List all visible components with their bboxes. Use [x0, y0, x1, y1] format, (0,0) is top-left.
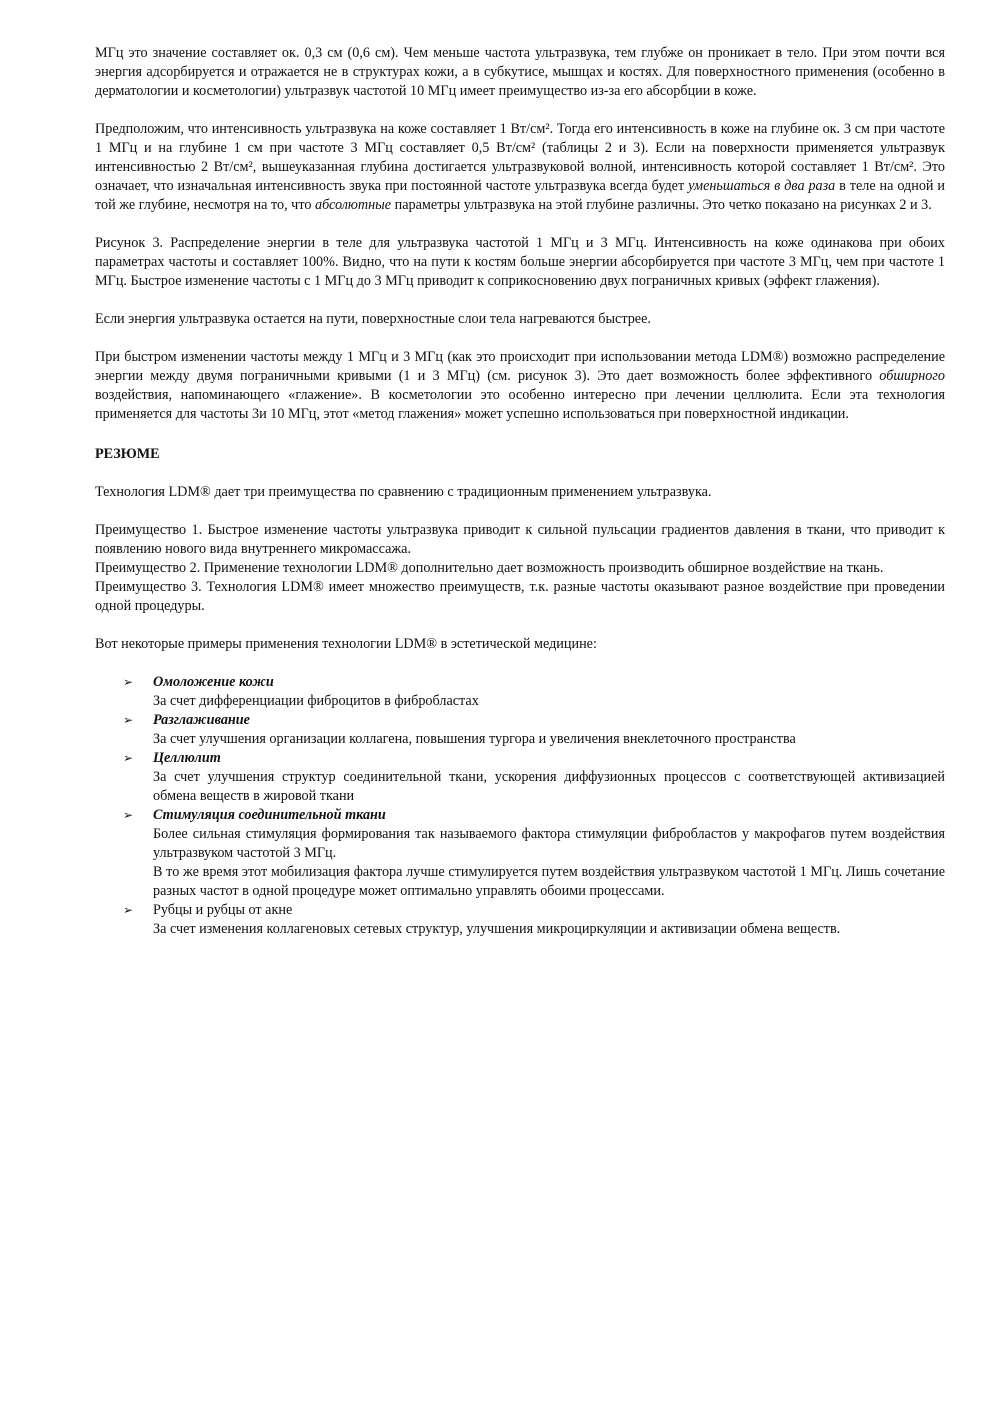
- emphasis-halving: уменьшаться в два раза: [688, 178, 836, 194]
- examples-intro: Вот некоторые примеры применения технологии LDM® в эстетической медицине:: [95, 636, 597, 652]
- list-item: [95, 673, 945, 711]
- arrow-bullet-icon: ➢: [123, 751, 134, 765]
- list-item-body: За счет улучшения организации коллагена, повышения тургора и увеличения внеклеточного пространства: [153, 731, 796, 747]
- list-item: [95, 806, 945, 901]
- advantage-3: Преимущество 3. Технология LDM® имеет множество преимуществ, т.к. разные частоты оказывают разное воздействие при проведении одной процедуры.: [95, 579, 945, 614]
- summary-intro: Технология LDM® дает три преимущества по сравнению с традиционным применением ультразвука.: [95, 484, 712, 500]
- paragraph-penetration: МГц это значение составляет ок. 0,3 см (0,6 см). Чем меньше частота ультразвука, тем глубже он проникает в тело. При этом почти вся энергия адсорбируется и отражается не в структурах кожи, а в субкутисе, мышцах и костях. Для поверхностного применения (особенно в дерматологии и косметологии) ультразвук частотой 10 МГц имеет преимущество из-за его абсорбции в коже.: [95, 45, 945, 99]
- list-item-body: За счет изменения коллагеновых сетевых структур, улучшения микроциркуляции и активизации обмена веществ.: [153, 921, 841, 937]
- list-item: [95, 901, 945, 939]
- list-item-title: Омоложение кожи: [153, 674, 274, 690]
- examples-list: [95, 673, 945, 939]
- emphasis-absolute: абсолютные: [314, 197, 392, 213]
- list-item-title: Рубцы и рубцы от акне: [153, 902, 293, 918]
- arrow-bullet-icon: ➢: [123, 808, 134, 822]
- advantage-2: Преимущество 2. Применение технологии LDM® дополнительно дает возможность производить обширное воздействие на ткань.: [95, 560, 884, 576]
- list-item: [95, 749, 945, 806]
- list-item-title: Разглаживание: [153, 712, 250, 728]
- list-item-title: Целлюлит: [153, 750, 221, 766]
- paragraph-ldm-method: При быстром изменении частоты между 1 МГц и 3 МГц (как это происходит при использовании метода LDM®) возможно распределение энергии между двумя пограничными кривыми (1 и 3 МГц) (см. рисунок 3). Это дает возможность более эффективного обширного воздействия, напоминающего «глажение». В косметологии это особенно интересно при лечении целлюлита. Если эта технология применяется для частоты 3и 10 МГц, этот «метод глажения» может успешно использоваться при поверхностной индикации.: [95, 349, 945, 422]
- list-item-title: Стимуляция соединительной ткани: [153, 807, 386, 823]
- arrow-bullet-icon: ➢: [123, 713, 134, 727]
- figure-caption: Рисунок 3. Распределение энергии в теле для ультразвука частотой 1 МГц и 3 МГц. Интенсивность на коже одинакова при обоих параметрах частоты и составляет 100%. Видно, что на пути к костям больше энергии абсорбируется при частоте 3 МГц, чем при частоте 1 МГц. Быстрое изменение частоты с 1 МГц до 3 МГц приводит к соприкосновению двух пограничных кривых (эффект глажения).: [95, 235, 945, 289]
- list-item-body: В то же время этот мобилизация фактора лучше стимулируется путем воздействия ультразвуком частотой 1 МГц. Лишь сочетание разных частот в одной процедуре может оптимально управлять обоими процессами.: [153, 864, 945, 899]
- arrow-bullet-icon: ➢: [123, 675, 134, 689]
- arrow-bullet-icon: ➢: [123, 903, 134, 917]
- section-heading-summary: РЕЗЮМЕ: [95, 446, 160, 462]
- advantage-1: Преимущество 1. Быстрое изменение частоты ультразвука приводит к сильной пульсации градиентов давления в ткани, что приводит к появлению нового вида внутреннего микромассажа.: [95, 522, 945, 557]
- document-page: [95, 44, 945, 939]
- emphasis-extensive: обширного: [879, 368, 945, 384]
- list-item: [95, 711, 945, 749]
- list-item-body: Более сильная стимуляция формирования так называемого фактора стимуляции фибробластов у макрофагов путем воздействия ультразвуком частотой 3 МГц.: [153, 826, 945, 861]
- paragraph-heating: Если энергия ультразвука остается на пути, поверхностные слои тела нагреваются быстрее.: [95, 311, 651, 327]
- list-item-body: За счет улучшения структур соединительной ткани, ускорения диффузионных процессов с соответствующей активизацией обмена веществ в жировой ткани: [153, 769, 945, 804]
- list-item-body: За счет дифференциации фиброцитов в фибробластах: [153, 693, 479, 709]
- paragraph-intensity: Предположим, что интенсивность ультразвука на коже составляет 1 Вт/см². Тогда его интенсивность в коже на глубине ок. 3 см при частоте 1 МГц и на глубине 1 см при частоте 3 МГц составляет 0,5 Вт/см² (таблицы 2 и 3). Если на поверхности применяется ультразвук интенсивностью 2 Вт/см², вышеуказанная глубина достигается ультразвуковой волной, интенсивность которой составляет 1 Вт/см². Это означает, что изначальная интенсивность звука при постоянной частоте ультразвука всегда будет уменьшаться в два раза в теле на одной и той же глубине, несмотря на то, что абсолютные параметры ультразвука на этой глубине различны. Это четко показано на рисунках 2 и 3.: [95, 121, 945, 213]
